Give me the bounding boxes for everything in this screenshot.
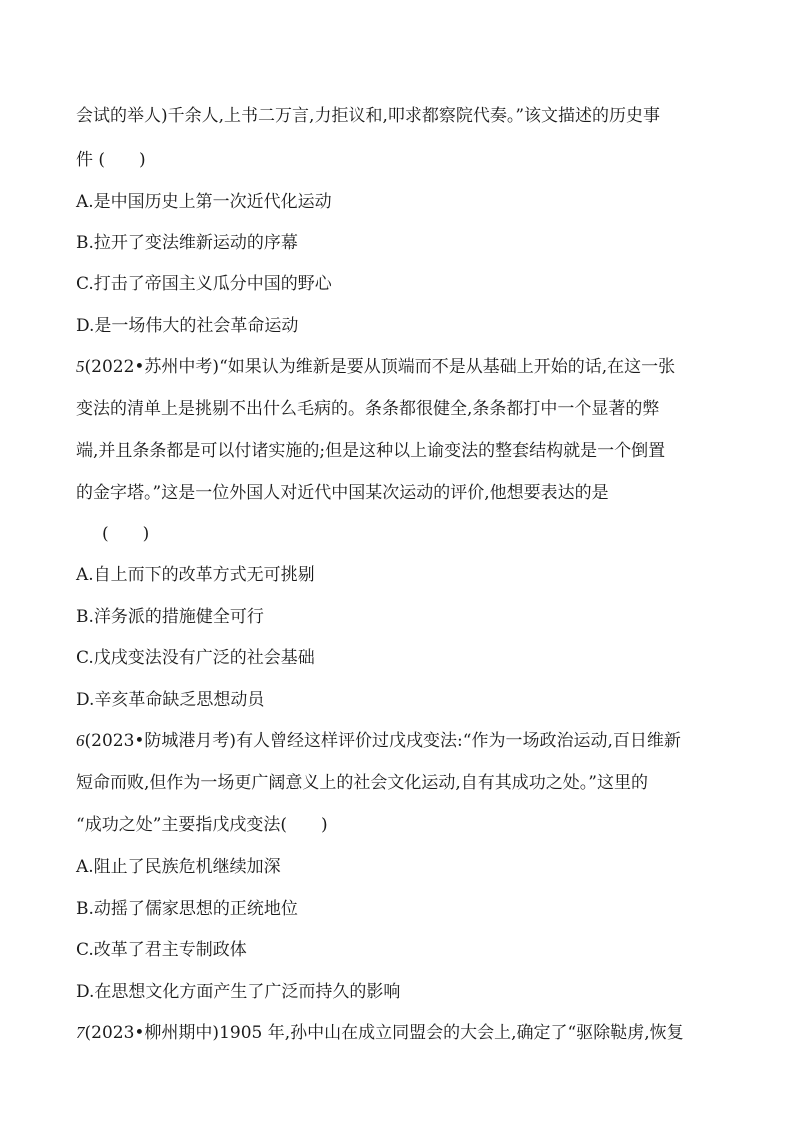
q4-stem-line-1: 会试的举人)千余人,上书二万言,力拒议和,叩求都察院代奏。”该文描述的历史事 <box>76 106 661 126</box>
q4-stem-line-2: 件 ( ) <box>76 150 146 170</box>
q5-stem-line-4: 的金字塔。”这是一位外国人对近代中国某次运动的评价,他想要表达的是 <box>76 483 609 503</box>
q6-source: (2023•防城港月考) <box>84 731 237 751</box>
q6-stem-line-2: 短命而败,但作为一场更广阔意义上的社会文化运动,自有其成功之处。”这里的 <box>76 773 648 793</box>
q5-stem-line-5: ( ) <box>102 524 150 544</box>
q7-stem-text-1: 1905 年,孙中山在成立同盟会的大会上,确定了“驱除鞑虏,恢复 <box>219 1023 684 1043</box>
q5-source: (2022•苏州中考) <box>84 357 220 377</box>
q5-stem-line-3: 端,并且条条都是可以付诸实施的;但是这种以上谕变法的整套结构就是一个倒置 <box>76 441 666 461</box>
q4-option-b: B.拉开了变法维新运动的序幕 <box>76 233 298 253</box>
q6-stem-text-1: 有人曾经这样评价过戊戌变法:“作为一场政治运动,百日维新 <box>236 731 681 751</box>
q5-option-c: C.戊戌变法没有广泛的社会基础 <box>76 648 315 668</box>
q5-stem-line-1 <box>76 355 675 379</box>
q7-stem-line-1 <box>76 1021 684 1045</box>
q5-option-b: B.洋务派的措施健全可行 <box>76 607 264 627</box>
q4-option-d: D.是一场伟大的社会革命运动 <box>76 316 299 336</box>
q4-option-c: C.打击了帝国主义瓜分中国的野心 <box>76 274 332 294</box>
q6-option-a: A.阻止了民族危机继续加深 <box>76 857 281 877</box>
q5-number: 5 <box>76 357 85 376</box>
q6-option-d: D.在思想文化方面产生了广泛而持久的影响 <box>76 982 401 1002</box>
q5-option-a: A.自上而下的改革方式无可挑剔 <box>76 565 315 585</box>
q7-source: (2023•柳州期中) <box>84 1023 220 1043</box>
q6-option-b: B.动摇了儒家思想的正统地位 <box>76 899 298 919</box>
q5-option-d: D.辛亥革命缺乏思想动员 <box>76 690 265 710</box>
q6-option-c: C.改革了君主专制政体 <box>76 940 247 960</box>
q6-stem-line-3: “成功之处”主要指戊戌变法( ) <box>76 815 328 835</box>
q7-number: 7 <box>76 1023 85 1042</box>
q6-stem-line-1 <box>76 729 681 753</box>
q4-option-a: A.是中国历史上第一次近代化运动 <box>76 192 332 212</box>
q5-stem-line-2: 变法的清单上是挑剔不出什么毛病的。条条都很健全,条条都打中一个显著的弊 <box>76 399 660 419</box>
q5-stem-text-1: “如果认为维新是要从顶端而不是从基础上开始的话,在这一张 <box>219 357 676 377</box>
q6-number: 6 <box>76 731 85 750</box>
